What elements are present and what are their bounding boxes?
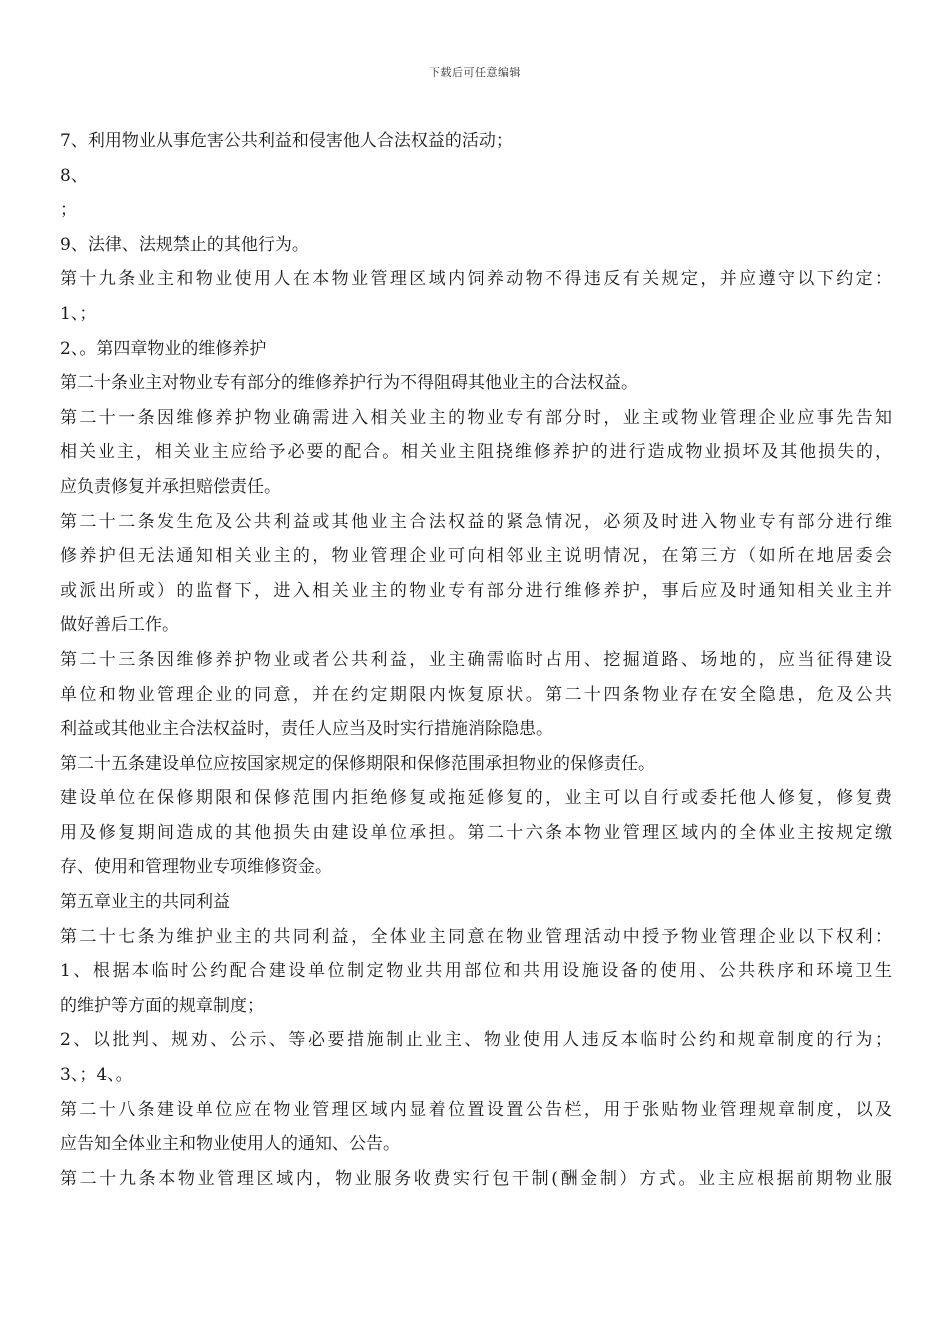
text-line: 第十九条业主和物业使用人在本物业管理区域内饲养动物不得违反有关规定，并应遵守以下约定： xyxy=(60,269,892,290)
text-line: 或派出所或）的监督下，进入相关业主的物业专有部分进行维修养护，事后应及时通知相关业主并 xyxy=(60,580,892,601)
text-line: 8、 xyxy=(60,165,88,186)
text-line: ； xyxy=(60,200,77,221)
text-line: 第二十九条本物业管理区域内，物业服务收费实行包干制(酬金制）方式。业主应根据前期物业服 xyxy=(60,1168,892,1189)
page-header-watermark: 下载后可任意编辑 xyxy=(429,66,521,79)
text-line: 应告知全体业主和物业使用人的通知、公告。 xyxy=(60,1134,400,1155)
text-line: 9、法律、法规禁止的其他行为。 xyxy=(60,234,309,255)
text-line: 建设单位在保修期限和保修范围内拒绝修复或拖延修复的，业主可以自行或委托他人修复，修复费 xyxy=(60,788,892,809)
text-line: 第二十五条建设单位应按国家规定的保修期限和保修范围承担物业的保修责任。 xyxy=(60,753,655,774)
text-line: 相关业主，相关业主应给予必要的配合。相关业主阻挠维修养护的进行造成物业损坏及其他损失的， xyxy=(60,442,892,463)
text-line: 3、；4、。 xyxy=(60,1065,133,1086)
text-line: 应负责修复并承担赔偿责任。 xyxy=(60,476,281,497)
text-line: 修养护但无法通知相关业主的，物业管理企业可向相邻业主说明情况，在第三方（如所在地居委会 xyxy=(60,546,892,567)
text-line: 2、以批判、规劝、公示、等必要措施制止业主、物业使用人违反本临时公约和规章制度的行为； xyxy=(60,1030,892,1051)
text-line: 第二十三条因维修养护物业或者公共利益，业主确需临时占用、挖掘道路、场地的，应当征得建设 xyxy=(60,649,892,670)
text-line: 的维护等方面的规章制度； xyxy=(60,995,264,1016)
text-line: 用及修复期间造成的其他损失由建设单位承担。第二十六条本物业管理区域内的全体业主按规定缴 xyxy=(60,822,892,843)
text-line: 2、。第四章物业的维修养护 xyxy=(60,338,267,359)
text-line: 单位和物业管理企业的同意，并在约定期限内恢复原状。第二十四条物业存在安全隐患，危及公共 xyxy=(60,684,892,705)
text-line: 第二十一条因维修养护物业确需进入相关业主的物业专有部分时，业主或物业管理企业应事先告知 xyxy=(60,407,892,428)
text-line: 第二十二条发生危及公共利益或其他业主合法权益的紧急情况，必须及时进入物业专有部分进行维 xyxy=(60,511,892,532)
text-line: 第五章业主的共同利益 xyxy=(60,892,230,913)
text-line: 第二十条业主对物业专有部分的维修养护行为不得阻碍其他业主的合法权益。 xyxy=(60,373,638,394)
text-line: 存、使用和管理物业专项维修资金。 xyxy=(60,857,332,878)
text-line: 7、利用物业从事危害公共利益和侵害他人合法权益的活动； xyxy=(60,131,513,151)
text-line: 1、； xyxy=(60,303,97,324)
text-line: 第二十八条建设单位应在物业管理区域内显着位置设置公告栏，用于张贴物业管理规章制度，以及 xyxy=(60,1099,892,1120)
text-line: 利益或其他业主合法权益时，责任人应当及时实行措施消除隐患。 xyxy=(60,719,553,740)
document-body xyxy=(60,124,892,1196)
text-line: 做好善后工作。 xyxy=(60,615,179,636)
text-line: 第二十七条为维护业主的共同利益，全体业主同意在物业管理活动中授予物业管理企业以下权利： xyxy=(60,926,892,947)
text-line: 1、根据本临时公约配合建设单位制定物业共用部位和共用设施设备的使用、公共秩序和环境卫生 xyxy=(60,961,892,982)
